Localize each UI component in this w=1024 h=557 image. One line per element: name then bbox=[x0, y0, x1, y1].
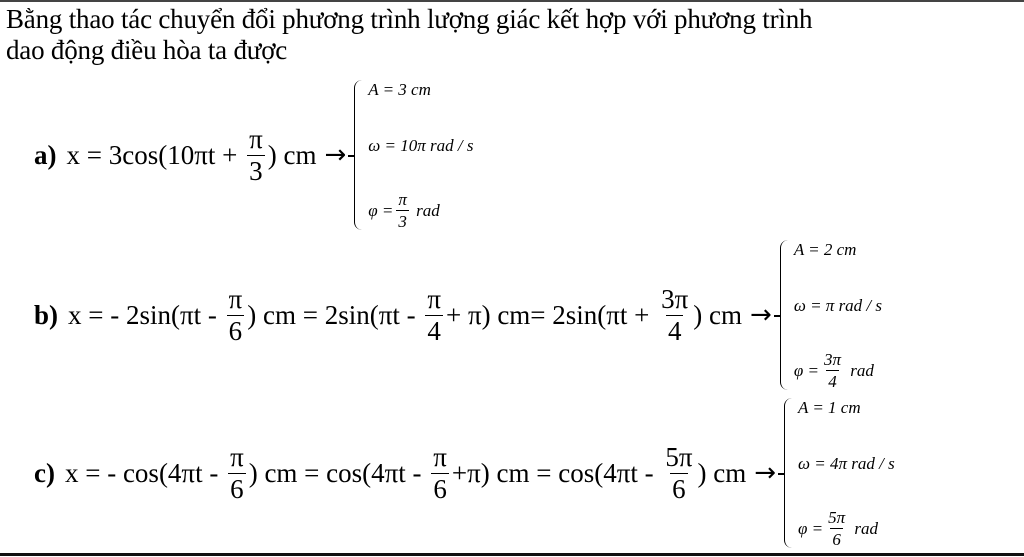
fraction-denominator: 3 bbox=[249, 155, 263, 186]
parameter-system bbox=[784, 398, 895, 548]
equation-a bbox=[34, 80, 473, 230]
fraction: $\frac{\pi}{3}$ bbox=[398, 190, 407, 231]
intro-line-2: dao động điều hòa ta được bbox=[6, 35, 288, 65]
amplitude-row: A = 2 cm bbox=[793, 240, 857, 259]
phase-row: φ = $\frac{5\pi}{6}$ rad bbox=[798, 508, 879, 549]
intro-line-1: Bằng thao tác chuyển đổi phương trình lượng giác kết hợp với phương trình bbox=[6, 4, 813, 34]
amplitude-row: A = 3 cm bbox=[368, 80, 431, 99]
intro-paragraph bbox=[6, 4, 1018, 66]
equation-text: + π) cm= 2sin(πt + bbox=[445, 299, 657, 330]
equation-b bbox=[34, 240, 882, 390]
fraction: $\frac{\pi}{6}$ bbox=[228, 283, 243, 346]
equation-text: ) cm bbox=[693, 299, 743, 330]
parameter-system bbox=[354, 80, 473, 230]
bottom-rule bbox=[0, 553, 1024, 556]
fraction: $\frac{\pi}{6}$ bbox=[230, 441, 244, 504]
arrow-icon: → bbox=[750, 300, 772, 330]
left-brace bbox=[780, 240, 790, 390]
fraction: $\frac{5\pi}{6}$ bbox=[828, 508, 846, 549]
equation-text: ) cm bbox=[697, 457, 747, 488]
left-brace bbox=[784, 398, 794, 548]
phase-row: φ = $\frac{3\pi}{4}$ rad bbox=[793, 350, 874, 391]
amplitude-row: A = 1 cm bbox=[798, 398, 861, 417]
angular-frequency-row: ω = 10π rad / s bbox=[368, 135, 474, 155]
equation-text: ) cm bbox=[267, 139, 317, 170]
top-rule bbox=[0, 0, 1024, 2]
equation-text: +π) cm = cos(4πt - bbox=[451, 457, 661, 488]
equation-label: c) bbox=[34, 457, 55, 488]
fraction bbox=[247, 123, 265, 186]
equation-text: x = - cos(4πt - bbox=[64, 457, 226, 488]
equation-text: x = - 2sin(πt - bbox=[68, 299, 224, 330]
equation-text: x = 3cos(10πt + bbox=[66, 139, 245, 170]
angular-frequency-row: ω = 4π rad / s bbox=[798, 453, 895, 473]
equation-c bbox=[34, 398, 895, 548]
fraction: $\frac{5\pi}{6}$ bbox=[665, 441, 693, 504]
equation-label: b) bbox=[34, 299, 59, 330]
equation-label: a) bbox=[34, 139, 57, 170]
arrow-icon: → bbox=[754, 458, 776, 488]
equation-text: ) cm = 2sin(πt - bbox=[247, 299, 423, 330]
arrow-icon: → bbox=[324, 140, 347, 170]
equation-text: ) cm = cos(4πt - bbox=[248, 457, 429, 488]
fraction: $\frac{\pi}{6}$ bbox=[433, 441, 447, 504]
parameter-system bbox=[780, 240, 882, 390]
phase-row: φ = $\frac{\pi}{3}$ rad bbox=[368, 190, 440, 231]
fraction-numerator: π bbox=[249, 123, 263, 154]
angular-frequency-row: ω = π rad / s bbox=[793, 295, 883, 315]
fraction: $\frac{3\pi}{4}$ bbox=[823, 350, 841, 391]
fraction: $\frac{3\pi}{4}$ bbox=[661, 283, 689, 346]
left-brace bbox=[354, 80, 364, 230]
fraction: $\frac{\pi}{4}$ bbox=[427, 283, 441, 346]
